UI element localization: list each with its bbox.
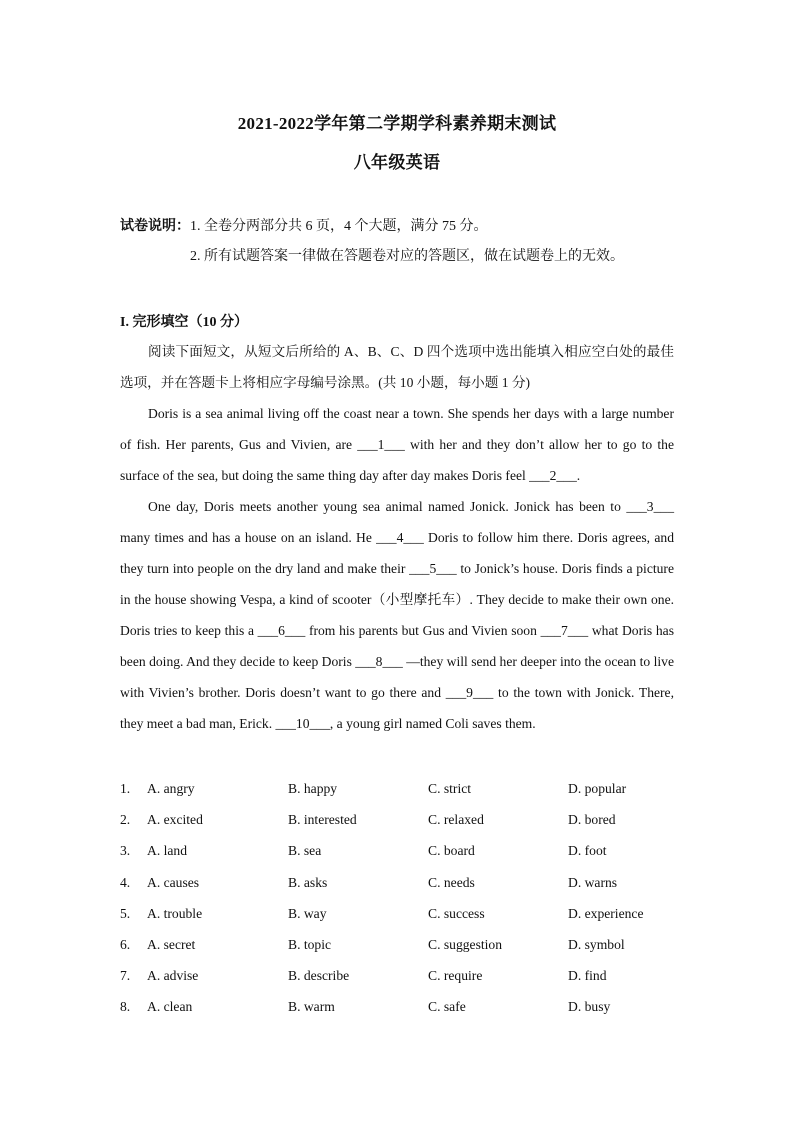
- question-row: [120, 929, 680, 960]
- section-heading: I. 完形填空（10 分）: [120, 315, 248, 330]
- option-c: C. board: [428, 843, 475, 859]
- question-number: 6.: [120, 936, 131, 952]
- option-d: D. find: [568, 968, 607, 984]
- option-a: A. excited: [147, 812, 203, 828]
- option-d: D. bored: [568, 812, 616, 828]
- option-d: D. busy: [568, 999, 611, 1015]
- option-b: B. asks: [288, 874, 328, 890]
- question-row: [120, 960, 680, 991]
- passage-paragraph-2: One day, Doris meets another young sea animal named Jonick. Jonick has been to ___3___ many times and has a house on an island. He ___4___ Doris to follow him there. Doris agrees, and they turn into people on the dry land and make their ___5___ to Jonick’s house. Doris finds a picture in the house showing Vespa, a kind of scooter（小型摩托车）. They decide to make their own one. Doris tries to keep this a ___6___ from his parents but Gus and Vivien soon ___7___ what Doris has been doing. And they decide to keep Doris ___8___ —they will send her deeper into the ocean to live with Vivien’s brother. Doris doesn’t want to go there and ___9___ to the town with Jonick. There, they meet a bad man, Erick. ___10___, a young girl named Coli saves them.: [120, 499, 674, 731]
- exam-title: 2021-2022学年第二学期学科素养期末测试: [237, 114, 557, 133]
- question-number: 2.: [120, 812, 131, 828]
- option-b: B. way: [288, 905, 327, 921]
- option-c: C. suggestion: [428, 936, 503, 952]
- option-d: D. foot: [568, 843, 607, 859]
- instructions-label: 试卷说明：: [120, 219, 190, 234]
- option-b: B. sea: [288, 843, 322, 859]
- question-row: [120, 991, 680, 1022]
- question-row: [120, 773, 680, 804]
- question-row: [120, 898, 680, 929]
- option-c: C. success: [428, 905, 485, 921]
- option-c: C. require: [428, 968, 483, 984]
- question-number: 3.: [120, 843, 131, 859]
- question-number: 7.: [120, 968, 131, 984]
- option-a: A. land: [147, 843, 188, 859]
- option-a: A. secret: [147, 936, 196, 952]
- answer-options-list: [120, 773, 680, 1023]
- option-a: A. advise: [147, 968, 199, 984]
- instructions-item-2: 2. 所有试题答案一律做在答题卷对应的答题区，做在试题卷上的无效。: [190, 249, 624, 264]
- option-b: B. warm: [288, 999, 335, 1015]
- option-b: B. interested: [288, 812, 357, 828]
- option-d: D. symbol: [568, 936, 625, 952]
- option-d: D. warns: [568, 874, 618, 890]
- question-number: 5.: [120, 905, 131, 921]
- instructions-item-1: 1. 全卷分两部分共 6 页，4 个大题，满分 75 分。: [190, 219, 488, 234]
- passage-paragraph-1: Doris is a sea animal living off the coast near a town. She spends her days with a large number of fish. Her parents, Gus and Vivien, are ___1___ with her and they don’t allow her to go to the surface of the sea, but doing the same thing day after day makes Doris feel ___2___.: [120, 406, 674, 483]
- option-c: C. safe: [428, 999, 466, 1015]
- option-b: B. happy: [288, 781, 338, 796]
- question-number: 8.: [120, 999, 131, 1015]
- option-c: C. needs: [428, 874, 475, 890]
- option-a: A. angry: [147, 781, 195, 796]
- question-row: [120, 867, 680, 898]
- option-a: A. clean: [147, 999, 193, 1015]
- option-b: B. describe: [288, 968, 350, 984]
- option-d: D. experience: [568, 905, 644, 921]
- option-d: D. popular: [568, 781, 627, 796]
- question-row: [120, 835, 680, 866]
- question-row: [120, 804, 680, 835]
- option-a: A. causes: [147, 874, 200, 890]
- option-c: C. relaxed: [428, 812, 484, 828]
- section-directions: 阅读下面短文，从短文后所给的 A、B、C、D 四个选项中选出能填入相应空白处的最佳选项，并在答题卡上将相应字母编号涂黑。(共 10 小题，每小题 1 分): [120, 344, 674, 390]
- instructions-line-1: [120, 217, 488, 237]
- option-a: A. trouble: [147, 905, 203, 921]
- exam-subtitle: 八年级英语: [353, 153, 441, 172]
- question-number: 4.: [120, 874, 131, 890]
- option-b: B. topic: [288, 936, 332, 952]
- question-number: 1.: [120, 781, 131, 796]
- option-c: C. strict: [428, 781, 472, 796]
